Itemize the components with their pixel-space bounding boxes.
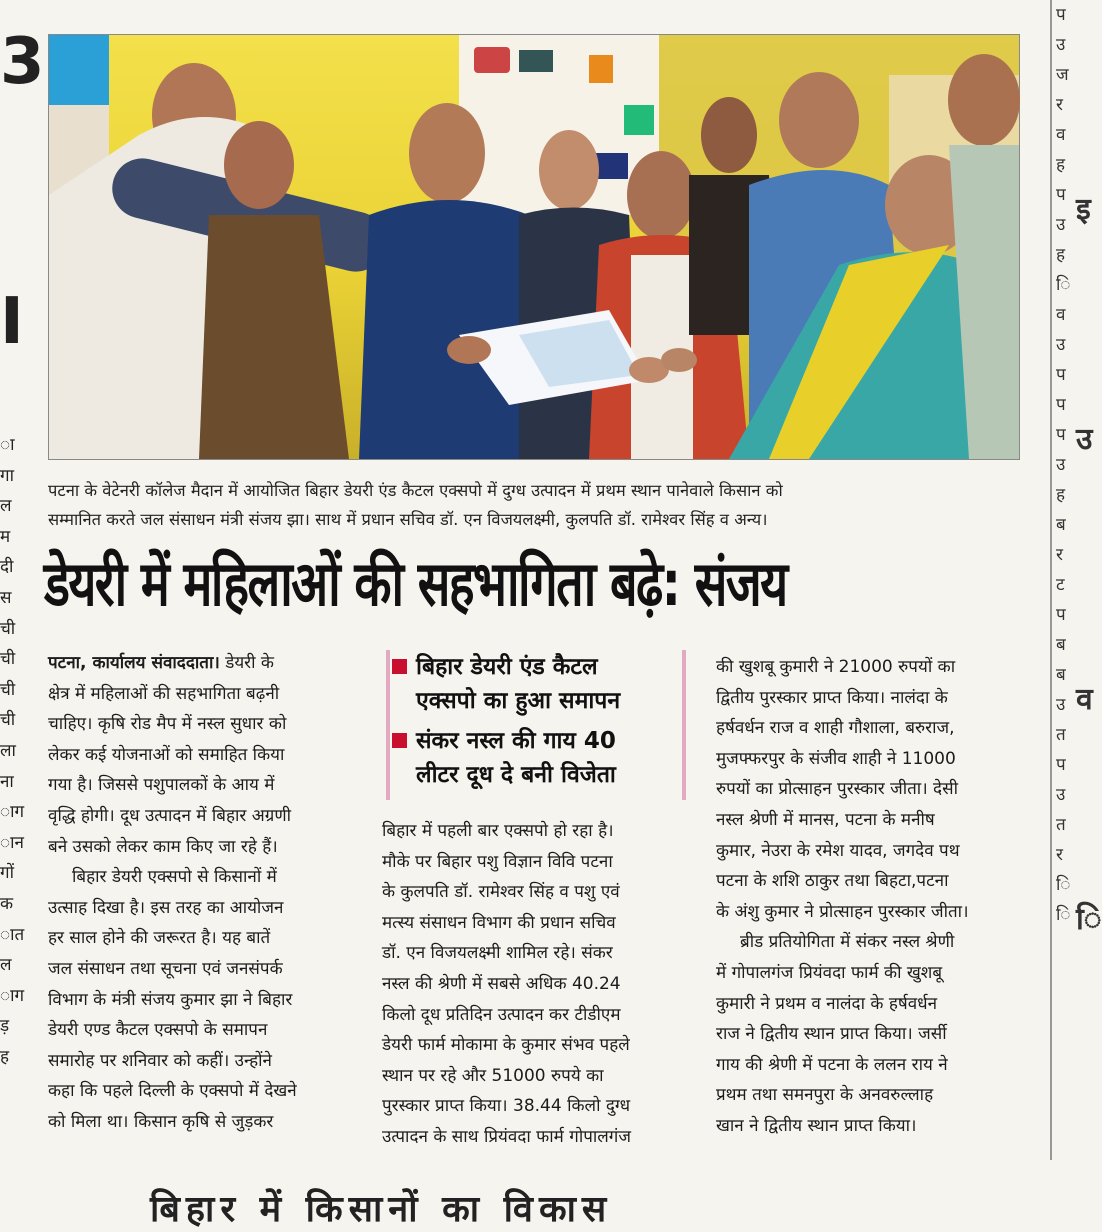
fragment-big-letter: व xyxy=(1076,682,1093,717)
highlight-line: एक्सपो का हुआ समापन xyxy=(416,688,621,714)
text-line: बने उसको लेकर काम किए जा रहे हैं। xyxy=(48,836,278,857)
text-line: पुरस्कार प्राप्त किया। 38.44 किलो दुग्ध xyxy=(382,1096,631,1117)
text-line: प्रथम तथा समनपुरा के अनवरुल्लाह xyxy=(716,1085,934,1106)
highlight-item xyxy=(416,650,620,718)
text-line: पटना के शशि ठाकुर तथा बिहटा,पटना xyxy=(716,871,949,892)
fragment-line: ात xyxy=(0,924,25,945)
text-line: गया है। जिससे पशुपालकों के आय में xyxy=(48,775,275,796)
text-line: कहा कि पहले दिल्ली के एक्सपो में देखने xyxy=(48,1081,297,1102)
text-line: कुमारी ने प्रथम व नालंदा के हर्षवर्धन xyxy=(716,993,938,1014)
text-line: के अंशु कुमार ने प्रोत्साहन पुरस्कार जीता। xyxy=(716,901,969,922)
fragment-line: क xyxy=(0,893,14,914)
bullet-icon xyxy=(392,659,407,674)
fragment-line: ान xyxy=(0,832,24,853)
adjacent-article-right xyxy=(1050,0,1102,1160)
fragment-big-letter: उ xyxy=(1076,422,1093,457)
text-line: खान ने द्वितीय स्थान प्राप्त किया। xyxy=(716,1115,917,1136)
text-line: नस्ल श्रेणी में मानस, पटना के मनीष xyxy=(716,809,935,830)
fragment-line: प xyxy=(1056,755,1066,775)
fragment-line: गों xyxy=(0,863,14,884)
fragment-line: ड़ xyxy=(0,1016,10,1037)
text-line: ब्रीड प्रतियोगिता में संकर नस्ल श्रेणी xyxy=(740,932,955,953)
fragment-line: ह xyxy=(1056,155,1066,175)
right-fragment-lines xyxy=(1056,0,1071,930)
bullet-icon xyxy=(392,733,407,748)
text-line: राज ने द्वितीय स्थान प्राप्त किया। जर्सी xyxy=(716,1024,947,1045)
text-line: डेयरी एण्ड कैटल एक्सपो के समापन xyxy=(48,1020,268,1041)
highlight-item xyxy=(416,724,616,792)
fragment-line: व xyxy=(1056,125,1066,145)
text-line: क्षेत्र में महिलाओं की सहभागिता बढ़नी xyxy=(48,683,280,704)
text-line: बिहार डेयरी एक्सपो से किसानों में xyxy=(72,867,277,888)
fragment-line: उ xyxy=(1056,785,1066,805)
adjacent-article-left xyxy=(0,0,44,1199)
fragment-line: ब xyxy=(1056,635,1066,655)
photo-caption xyxy=(48,476,1018,534)
text-line: हर्षवर्धन राज व शाही गौशाला, बरुराज, xyxy=(716,718,955,739)
fragment-line: ाग xyxy=(0,985,25,1006)
fragment-line: ि xyxy=(1056,875,1071,895)
fragment-line: त xyxy=(1056,815,1066,835)
fragment-line: उ xyxy=(1056,695,1066,715)
fragment-big-letter: ि xyxy=(1076,902,1102,937)
text-line: नस्ल की श्रेणी में सबसे अधिक 40.24 xyxy=(382,973,621,994)
article-column-1 xyxy=(48,648,352,1138)
fragment-big-letter: इ xyxy=(1076,192,1091,227)
left-fragment-lines xyxy=(0,430,24,1072)
news-photo xyxy=(48,34,1020,460)
fragment-line: ह xyxy=(1056,485,1066,505)
text-line: लेकर कई योजनाओं को समाहित किया xyxy=(48,744,285,765)
fragment-line: उ xyxy=(1056,335,1066,355)
fragment-line: प xyxy=(1056,5,1066,25)
text-line: चाहिए। कृषि रोड मैप में नस्ल सुधार को xyxy=(48,714,287,735)
fragment-line: ल xyxy=(0,496,12,517)
fragment-line: ि xyxy=(1056,905,1071,925)
text-line: डेयरी के xyxy=(225,653,274,673)
fragment-line: र xyxy=(1056,845,1063,865)
text-line: स्थान पर रहे और 51000 रुपये का xyxy=(382,1065,604,1086)
dateline: पटना, कार्यालय संवाददाता। xyxy=(48,653,220,673)
fragment-line: ा xyxy=(0,435,15,455)
fragment-line: ना xyxy=(0,771,14,792)
text-line: गाय की श्रेणी में पटना के ललन राय ने xyxy=(716,1054,948,1075)
text-line: हर साल होने की जरूरत है। यह बातें xyxy=(48,928,271,949)
fragment-line: ट xyxy=(1056,575,1065,595)
caption-line: सम्मानित करते जल संसाधन मंत्री संजय झा। साथ में प्रधान सचिव डॉ. एन विजयलक्ष्मी, कुलपति डॉ. रामेश्वर सिंह व अन्य। xyxy=(48,510,768,529)
text-line: की खुशबू कुमारी ने 21000 रुपयों का xyxy=(716,657,956,677)
text-line: रुपयों का प्रोत्साहन पुरस्कार जीता। देसी xyxy=(716,779,958,800)
fragment-line: ल xyxy=(0,955,12,976)
text-line: डॉ. एन विजयलक्ष्मी शामिल रहे। संकर xyxy=(382,943,613,964)
text-line: जल संसाधन तथा सूचना एवं जनसंपर्क xyxy=(48,958,283,979)
fragment-line: ला xyxy=(0,740,16,761)
text-line: वृद्धि होगी। दूध उत्पादन में बिहार अग्रणी xyxy=(48,805,292,826)
fragment-line: दी xyxy=(0,557,14,578)
caption-line: पटना के वेटेनरी कॉलेज मैदान में आयोजित बिहार डेयरी एंड कैटल एक्सपो में दुग्ध उत्पादन में प्रथम स्थान पानेवाले किसान को xyxy=(48,481,783,500)
fragment-line: प xyxy=(1056,605,1066,625)
fragment-line: ची xyxy=(0,649,16,670)
fragment-line: ब xyxy=(1056,515,1066,535)
text-line: डेयरी फार्म मोकामा के कुमार संभव पहले xyxy=(382,1035,630,1056)
highlights-box xyxy=(386,650,686,800)
fragment-line: प xyxy=(1056,395,1066,415)
fragment-line: गा xyxy=(0,465,14,486)
article-column-3 xyxy=(716,652,1020,1142)
text-line: बिहार में पहली बार एक्सपो हो रहा है। xyxy=(382,821,614,841)
text-line: उत्साह दिखा है। इस तरह का आयोजन xyxy=(48,897,284,918)
highlight-line: लीटर दूध दे बनी विजेता xyxy=(416,762,616,788)
fragment-line: र xyxy=(1056,95,1063,115)
text-line: मुजफ्फरपुर के संजीव शाही ने 11000 xyxy=(716,748,956,769)
fragment-line: ज xyxy=(1056,65,1069,85)
fragment-line: ची xyxy=(0,710,16,731)
fragment-line: प xyxy=(1056,365,1066,385)
fragment-line: ह xyxy=(1056,245,1066,265)
fragment-line: ब xyxy=(1056,665,1066,685)
text-line: मत्स्य संसाधन विभाग की प्रधान सचिव xyxy=(382,912,616,933)
highlight-line: संकर नस्ल की गाय 40 xyxy=(416,728,616,754)
fragment-line: स xyxy=(0,587,12,608)
text-line: मौके पर बिहार पशु विज्ञान विवि पटना xyxy=(382,851,613,872)
fragment-line: ह xyxy=(0,1046,10,1067)
left-fragment-big-2: I xyxy=(0,285,24,359)
text-line: समारोह पर शनिवार को कहीं। उन्होंने xyxy=(48,1050,272,1071)
fragment-line: प xyxy=(1056,185,1066,205)
fragment-line: र xyxy=(1056,545,1063,565)
fragment-line: व xyxy=(1056,305,1066,325)
fragment-line: ि xyxy=(1056,275,1071,295)
fragment-line: प xyxy=(1056,425,1066,445)
text-line: किलो दूध प्रतिदिन उत्पादन कर टीडीएम xyxy=(382,1004,621,1025)
text-line: कुमार, नेउरा के रमेश यादव, जगदेव पथ xyxy=(716,840,960,861)
next-headline-fragment: बिहार में किसानों का विकास xyxy=(150,1189,613,1230)
fragment-line: ची xyxy=(0,679,16,700)
highlight-line: बिहार डेयरी एंड कैटल xyxy=(416,654,598,680)
text-line: द्वितीय पुरस्कार प्राप्त किया। नालंदा के xyxy=(716,687,948,708)
left-fragment-big-1: 3 xyxy=(0,25,45,99)
text-line: के कुलपति डॉ. रामेश्वर सिंह व पशु एवं xyxy=(382,882,620,903)
text-line: में गोपालगंज प्रियंवदा फार्म की खुशबू xyxy=(716,962,943,983)
fragment-line: त xyxy=(1056,725,1066,745)
fragment-line: उ xyxy=(1056,215,1066,235)
text-line: उत्पादन के साथ प्रियंवदा फार्म गोपालगंज xyxy=(382,1126,631,1147)
fragment-line: उ xyxy=(1056,455,1066,475)
headline: डेयरी में महिलाओं की सहभागिता बढ़े: संजय xyxy=(44,547,787,620)
fragment-line: ाग xyxy=(0,802,25,823)
fragment-line: म xyxy=(0,526,11,547)
text-line: विभाग के मंत्री संजय कुमार झा ने बिहार xyxy=(48,989,293,1010)
fragment-line: ची xyxy=(0,618,16,639)
text-line: को मिला था। किसान कृषि से जुड़कर xyxy=(48,1111,274,1132)
fragment-line: उ xyxy=(1056,35,1066,55)
article-column-2 xyxy=(382,816,686,1153)
